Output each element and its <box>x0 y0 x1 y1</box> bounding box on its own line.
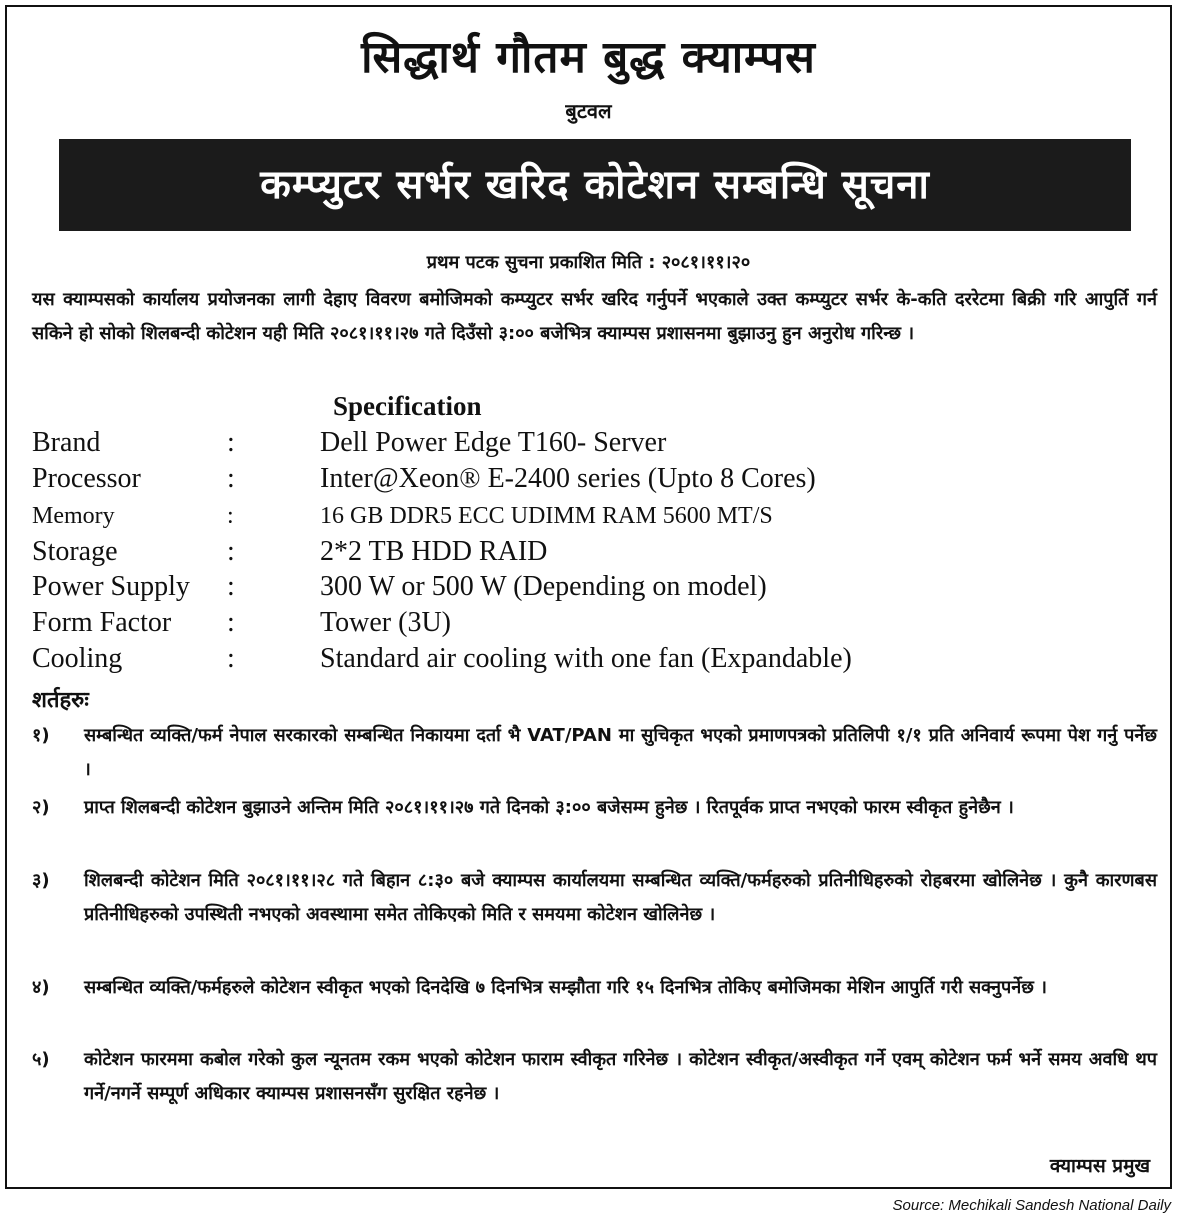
condition-text: शिलबन्दी कोटेशन मिति २०८१।११।२८ गते बिहान ८:३० बजे क्याम्पस कार्यालयमा सम्बन्धित व्यक्ति/फर्महरुको प्रतिनीधिहरुको रोहबरमा खोलिनेछ । कुनै कारणबस प्रतिनीधिहरुको उपस्थिती नभएको अवस्थामा समेत तोकिएको मिति र समयमा कोटेशन खोलिनेछ । <box>84 870 1157 925</box>
spec-row-cooling <box>32 643 1032 679</box>
spec-value: Tower (3U) <box>320 607 451 638</box>
source-credit: Source: Mechikali Sandesh National Daily <box>892 1197 1171 1214</box>
condition-item <box>32 864 1157 932</box>
spec-value: Inter@Xeon® E-2400 series (Upto 8 Cores) <box>320 463 816 494</box>
spec-value: 300 W or 500 W (Depending on model) <box>320 571 767 602</box>
campus-location: बुटवल <box>565 99 612 123</box>
condition-text: कोटेशन फारममा कबोल गरेको कुल न्यूनतम रकम भएको कोटेशन फाराम स्वीकृत गरिनेछ । कोटेशन स्वीकृत/अस्वीकृत गर्ने एवम् कोटेशन फर्म भर्ने समय अवधि थप गर्ने/नगर्ने सम्पूर्ण अधिकार क्याम्पस प्रशासनसँग सुरक्षित रहनेछ । <box>84 1049 1157 1104</box>
spec-label: Storage <box>32 536 118 567</box>
condition-number: ५) <box>32 1049 50 1070</box>
signature-campus-chief: क्याम्पस प्रमुख <box>1049 1155 1150 1177</box>
spec-row-form-factor <box>32 607 1032 643</box>
condition-number: ३) <box>32 870 50 891</box>
condition-number: १) <box>32 725 50 746</box>
condition-number: २) <box>32 797 50 818</box>
intro-paragraph: यस क्याम्पसको कार्यालय प्रयोजनका लागी देहाए विवरण बमोजिमको कम्प्युटर सर्भर खरिद गर्नुपर्ने भएकाले उक्त कम्प्युटर सर्भर के-कति दररेटमा बिक्री गरि आपुर्ति गर्न सकिने हो सोको शिलबन्दी कोटेशन यही मिति २०८१।११।२७ गते दिउँसो ३:०० बजेभित्र क्याम्पस प्रशासनमा बुझाउनु हुन अनुरोध गरिन्छ । <box>32 289 1157 344</box>
spec-label: Cooling <box>32 643 123 674</box>
conditions-heading: शर्तहरुः <box>32 688 89 713</box>
condition-item <box>32 791 1157 825</box>
condition-item <box>32 719 1157 787</box>
spec-separator: : <box>227 536 235 567</box>
spec-value: 16 GB DDR5 ECC UDIMM RAM 5600 MT/S <box>320 503 773 529</box>
spec-label: Power Supply <box>32 571 190 602</box>
condition-number: ४) <box>32 977 50 998</box>
spec-label: Memory <box>32 503 115 529</box>
spec-separator: : <box>227 463 235 494</box>
spec-value: Dell Power Edge T160- Server <box>320 427 667 458</box>
publish-date: प्रथम पटक सुचना प्रकाशित मिति : २०८१।११।२० <box>426 252 751 273</box>
spec-value: 2*2 TB HDD RAID <box>320 536 548 567</box>
campus-title: सिद्धार्थ गौतम बुद्ध क्याम्पस <box>361 32 816 83</box>
condition-text: सम्बन्धित व्यक्ति/फर्महरुले कोटेशन स्वीकृत भएको दिनदेखि ७ दिनभित्र सम्झौता गरि १५ दिनभित्र तोकिए बमोजिमका मेशिन आपुर्ति गरी सक्नुपर्नेछ । <box>84 977 1047 998</box>
spec-label: Form Factor <box>32 607 172 638</box>
condition-item <box>32 971 1157 1005</box>
spec-separator: : <box>227 607 235 638</box>
condition-text: सम्बन्धित व्यक्ति/फर्म नेपाल सरकारको सम्बन्धित निकायमा दर्ता भै VAT/PAN मा सुचिकृत भएको प्रमाणपत्रको प्रतिलिपी १/१ प्रति अनिवार्य रूपमा पेश गर्नु पर्नेछ । <box>84 725 1157 780</box>
spec-row-processor <box>32 463 1032 499</box>
condition-item <box>32 1043 1157 1111</box>
spec-separator: : <box>227 571 235 602</box>
spec-separator: : <box>227 427 235 458</box>
notice-banner: कम्प्युटर सर्भर खरिद कोटेशन सम्बन्धि सूचना <box>59 139 1131 231</box>
condition-text: प्राप्त शिलबन्दी कोटेशन बुझाउने अन्तिम मिति २०८१।११।२७ गते दिनको ३:०० बजेसम्म हुनेछ । रितपूर्वक प्राप्त नभएको फारम स्वीकृत हुनेछैन । <box>84 797 1014 818</box>
specification-heading: Specification <box>333 391 482 421</box>
spec-row-power-supply <box>32 571 1032 607</box>
spec-label: Processor <box>32 463 141 494</box>
spec-row-memory <box>32 503 1032 539</box>
spec-row-brand <box>32 427 1032 463</box>
spec-separator: : <box>227 643 235 674</box>
spec-separator: : <box>227 503 234 529</box>
notice-frame <box>5 5 1172 1189</box>
spec-value: Standard air cooling with one fan (Expandable) <box>320 643 852 674</box>
spec-row-storage <box>32 536 1032 572</box>
spec-label: Brand <box>32 427 101 458</box>
